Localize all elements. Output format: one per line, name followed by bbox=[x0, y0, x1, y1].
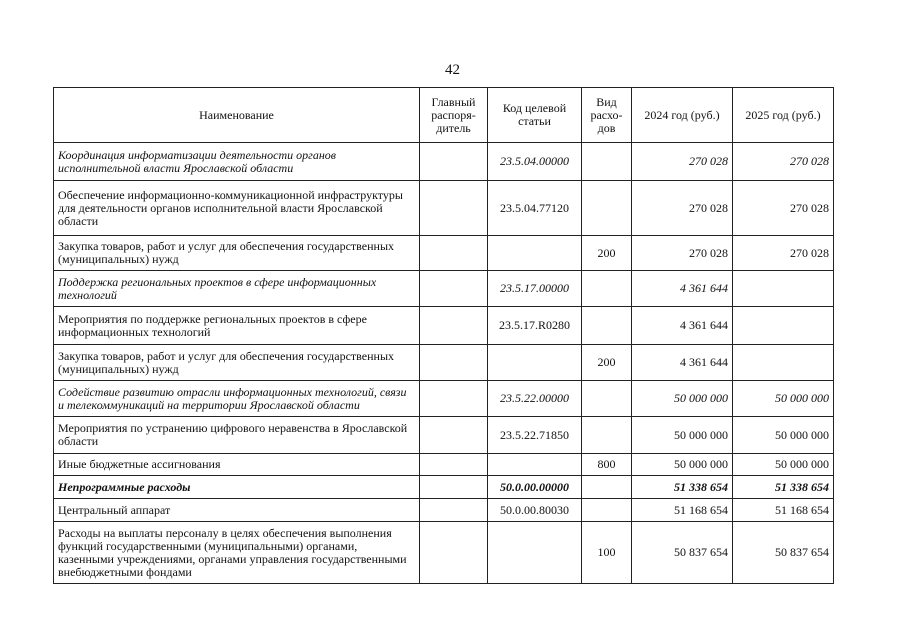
table-row bbox=[54, 381, 834, 417]
header-2025: 2025 год (руб.) bbox=[733, 88, 834, 143]
cell-type bbox=[582, 307, 632, 345]
cell-code bbox=[488, 236, 582, 271]
cell-name: Поддержка региональных проектов в сфере информационных технологий bbox=[54, 271, 420, 307]
cell-code: 23.5.22.00000 bbox=[488, 381, 582, 417]
cell-y2024: 4 361 644 bbox=[632, 271, 733, 307]
cell-name: Непрограммные расходы bbox=[54, 476, 420, 499]
cell-administrator bbox=[420, 476, 488, 499]
cell-administrator bbox=[420, 181, 488, 236]
cell-y2024: 50 000 000 bbox=[632, 454, 733, 476]
cell-type bbox=[582, 381, 632, 417]
cell-name: Содействие развитию отрасли информационных технологий, связи и телекоммуникаций на территории Ярославской области bbox=[54, 381, 420, 417]
cell-code bbox=[488, 345, 582, 381]
cell-code bbox=[488, 522, 582, 584]
cell-administrator bbox=[420, 345, 488, 381]
cell-code: 50.0.00.00000 bbox=[488, 476, 582, 499]
cell-y2025: 50 000 000 bbox=[733, 381, 834, 417]
cell-y2024: 50 837 654 bbox=[632, 522, 733, 584]
cell-y2024: 270 028 bbox=[632, 143, 733, 181]
cell-y2025: 51 168 654 bbox=[733, 499, 834, 522]
cell-y2024: 270 028 bbox=[632, 181, 733, 236]
cell-name: Закупка товаров, работ и услуг для обеспечения государственных (муниципальных) нужд bbox=[54, 236, 420, 271]
cell-code: 50.0.00.80030 bbox=[488, 499, 582, 522]
cell-type: 100 bbox=[582, 522, 632, 584]
table-row bbox=[54, 181, 834, 236]
cell-y2024: 270 028 bbox=[632, 236, 733, 271]
cell-y2024: 4 361 644 bbox=[632, 307, 733, 345]
cell-administrator bbox=[420, 307, 488, 345]
cell-administrator bbox=[420, 381, 488, 417]
cell-type bbox=[582, 143, 632, 181]
cell-name: Мероприятия по устранению цифрового неравенства в Ярославской области bbox=[54, 417, 420, 454]
cell-name: Закупка товаров, работ и услуг для обеспечения государственных (муниципальных) нужд bbox=[54, 345, 420, 381]
table-row bbox=[54, 476, 834, 499]
cell-y2024: 50 000 000 bbox=[632, 417, 733, 454]
cell-y2025: 270 028 bbox=[733, 236, 834, 271]
table-row bbox=[54, 417, 834, 454]
cell-y2025 bbox=[733, 271, 834, 307]
table-row bbox=[54, 236, 834, 271]
cell-name: Центральный аппарат bbox=[54, 499, 420, 522]
cell-y2025 bbox=[733, 307, 834, 345]
table-row bbox=[54, 454, 834, 476]
cell-type: 800 bbox=[582, 454, 632, 476]
cell-administrator bbox=[420, 454, 488, 476]
table-row bbox=[54, 345, 834, 381]
table-body bbox=[54, 143, 834, 584]
cell-y2025: 270 028 bbox=[733, 181, 834, 236]
budget-table bbox=[53, 87, 834, 584]
cell-y2024: 51 168 654 bbox=[632, 499, 733, 522]
table-row bbox=[54, 307, 834, 345]
table-row bbox=[54, 522, 834, 584]
cell-y2025: 51 338 654 bbox=[733, 476, 834, 499]
cell-y2025 bbox=[733, 345, 834, 381]
cell-type bbox=[582, 271, 632, 307]
cell-type bbox=[582, 417, 632, 454]
cell-y2025: 270 028 bbox=[733, 143, 834, 181]
cell-name: Обеспечение информационно-коммуникационной инфраструктуры для деятельности органов исполнительной власти Ярославской области bbox=[54, 181, 420, 236]
cell-type: 200 bbox=[582, 345, 632, 381]
cell-type bbox=[582, 181, 632, 236]
cell-type bbox=[582, 476, 632, 499]
cell-y2024: 4 361 644 bbox=[632, 345, 733, 381]
cell-code: 23.5.04.00000 bbox=[488, 143, 582, 181]
cell-code: 23.5.04.77120 bbox=[488, 181, 582, 236]
cell-administrator bbox=[420, 271, 488, 307]
cell-type: 200 bbox=[582, 236, 632, 271]
table-row bbox=[54, 499, 834, 522]
cell-code: 23.5.17.00000 bbox=[488, 271, 582, 307]
cell-type bbox=[582, 499, 632, 522]
cell-name: Мероприятия по поддержке региональных проектов в сфере информационных технологий bbox=[54, 307, 420, 345]
cell-code: 23.5.17.R0280 bbox=[488, 307, 582, 345]
header-type: Вид расхо-дов bbox=[582, 88, 632, 143]
header-2024: 2024 год (руб.) bbox=[632, 88, 733, 143]
header-name: Наименование bbox=[54, 88, 420, 143]
cell-y2024: 50 000 000 bbox=[632, 381, 733, 417]
cell-y2025: 50 000 000 bbox=[733, 417, 834, 454]
cell-administrator bbox=[420, 499, 488, 522]
cell-code bbox=[488, 454, 582, 476]
header-administrator: Главный распоря-дитель bbox=[420, 88, 488, 143]
cell-y2024: 51 338 654 bbox=[632, 476, 733, 499]
cell-y2025: 50 837 654 bbox=[733, 522, 834, 584]
cell-administrator bbox=[420, 236, 488, 271]
cell-code: 23.5.22.71850 bbox=[488, 417, 582, 454]
header-code: Код целевой статьи bbox=[488, 88, 582, 143]
table-row bbox=[54, 143, 834, 181]
cell-name: Координация информатизации деятельности органов исполнительной власти Ярославской области bbox=[54, 143, 420, 181]
table-row bbox=[54, 271, 834, 307]
page-number: 42 bbox=[445, 62, 460, 78]
cell-name: Иные бюджетные ассигнования bbox=[54, 454, 420, 476]
cell-administrator bbox=[420, 417, 488, 454]
table-header-row bbox=[54, 88, 834, 143]
cell-administrator bbox=[420, 143, 488, 181]
cell-name: Расходы на выплаты персоналу в целях обеспечения выполнения функций государственными (муниципальными) органами, казенными учреждениями, органами управления государственными внебюджетными фондами bbox=[54, 522, 420, 584]
cell-administrator bbox=[420, 522, 488, 584]
cell-y2025: 50 000 000 bbox=[733, 454, 834, 476]
